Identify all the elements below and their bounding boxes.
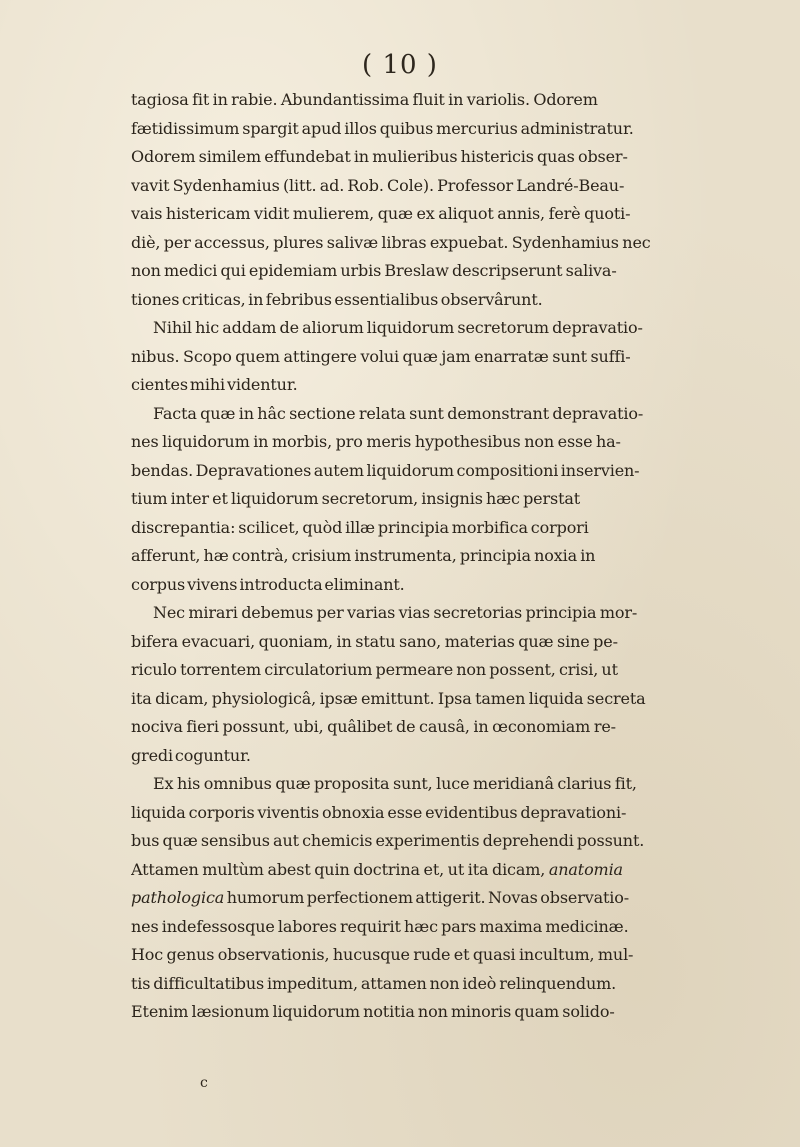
text-line-content: bifera evacuari, quoniam, in statu sano, materias quæ sine pe- [131,631,618,651]
text-line-content: Nihil hic addam de aliorum liquidorum secretorum depravatio- [153,318,643,337]
text-line-content: Odorem similem effundebat in mulieribus histericis quas obser- [131,147,628,166]
text-line [131,400,791,429]
text-line [131,998,791,1027]
signature-mark: c [200,1075,208,1091]
text-line-content: bus quæ sensibus aut chemicis experimentis deprehendi possunt. [131,831,645,850]
text-line-content: Etenim læsionum liquidorum notitia non minoris quam solido- [131,1002,615,1021]
text-line [131,257,791,286]
text-line-content: non medici qui epidemiam urbis Breslaw descripserunt saliva- [131,261,617,280]
text-line-content: fætidissimum spargit apud illos quibus mercurius administratur. [131,118,634,138]
text-line-rest: humorum perfectionem attigerit. Novas observatio- [224,888,630,907]
text-line-content: nes liquidorum in morbis, pro meris hypothesibus non esse ha- [131,432,621,451]
text-line [131,200,791,229]
text-line-content: tis difficultatibus impeditum, attamen non ideò relinquendum. [131,973,617,993]
text-line [131,314,791,343]
text-line [131,172,791,201]
text-line [131,229,791,258]
text-line [131,428,791,457]
text-line [131,599,791,628]
text-line [131,514,791,543]
text-line [131,770,791,799]
text-line-content: bendas. Depravationes autem liquidorum compositioni inservien- [131,460,640,480]
text-line-content: tagiosa fit in rabie. Abundantissima fluit in variolis. Odorem [131,90,598,109]
text-line [131,970,791,999]
text-line [131,913,791,942]
text-line [131,941,791,970]
text-line [131,742,791,771]
text-line [131,656,791,685]
text-line [131,571,791,600]
text-line-content: Attamen multùm abest quin doctrina et, ut ita dicam, [131,859,549,879]
text-line [131,799,791,828]
text-line-content: tium inter et liquidorum secretorum, insignis hæc perstat [131,489,581,508]
text-line-content: Facta quæ in hâc sectione relata sunt demonstrant depravatio- [153,403,644,423]
text-line-content: vais histericam vidit mulierem, quæ ex aliquot annis, ferè quoti- [131,204,631,223]
text-line-content: Nec mirari debemus per varias vias secretorias principia mor- [153,603,638,622]
text-line-content: ita dicam, physiologicâ, ipsæ emittunt. Ipsa tamen liquida secreta [131,688,646,708]
text-line [131,143,791,172]
text-line [131,542,791,571]
text-line-content: afferunt, hæ contrà, crisium instrumenta, principia noxia in [131,546,596,565]
text-line [131,856,791,885]
text-line-content: cientes mihi videntur. [131,375,298,394]
text-line-content: corpus vivens introducta eliminant. [131,574,405,594]
italic-phrase: pathologica [131,888,225,907]
text-line-content: vavit Sydenhamius (litt. ad. Rob. Cole). Professor Landré-Beau- [131,175,625,195]
text-line-content: nes indefessosque labores requirit hæc pars maxima medicinæ. [131,916,629,936]
text-line [131,628,791,657]
text-line-content: Ex his omnibus quæ proposita sunt, luce meridianâ clarius fit, [153,774,637,793]
page-number: ( 10 ) [362,50,438,80]
text-line-content: tiones criticas, in febribus essentialibus observârunt. [131,289,543,309]
text-line [131,286,791,315]
text-line [131,485,791,514]
text-line [131,371,791,400]
body-text [131,86,791,1027]
text-line-content: liquida corporis viventis obnoxia esse evidentibus depravationi- [131,802,627,822]
text-line-content: riculo torrentem circulatorium permeare non possent, crisi, ut [131,660,618,679]
text-line-content: nociva fieri possunt, ubi, quâlibet de causâ, in œconomiam re- [131,717,616,736]
text-line [131,115,791,144]
text-line-content: Hoc genus observationis, hucusque rude et quasi incultum, mul- [131,945,634,964]
italic-phrase: anatomia [548,859,623,879]
text-line-content: diè, per accessus, plures salivæ libras expuebat. Sydenhamius nec [131,232,651,252]
text-line [131,884,791,913]
text-line [131,713,791,742]
text-line [131,685,791,714]
text-line [131,343,791,372]
text-line-content: discrepantia: scilicet, quòd illæ principia morbifica corpori [131,517,589,537]
text-line [131,86,791,115]
text-line [131,457,791,486]
text-line [131,827,791,856]
text-line-content: nibus. Scopo quem attingere volui quæ jam enarratæ sunt suffi- [131,346,631,366]
text-line-content: gredi coguntur. [131,745,251,765]
